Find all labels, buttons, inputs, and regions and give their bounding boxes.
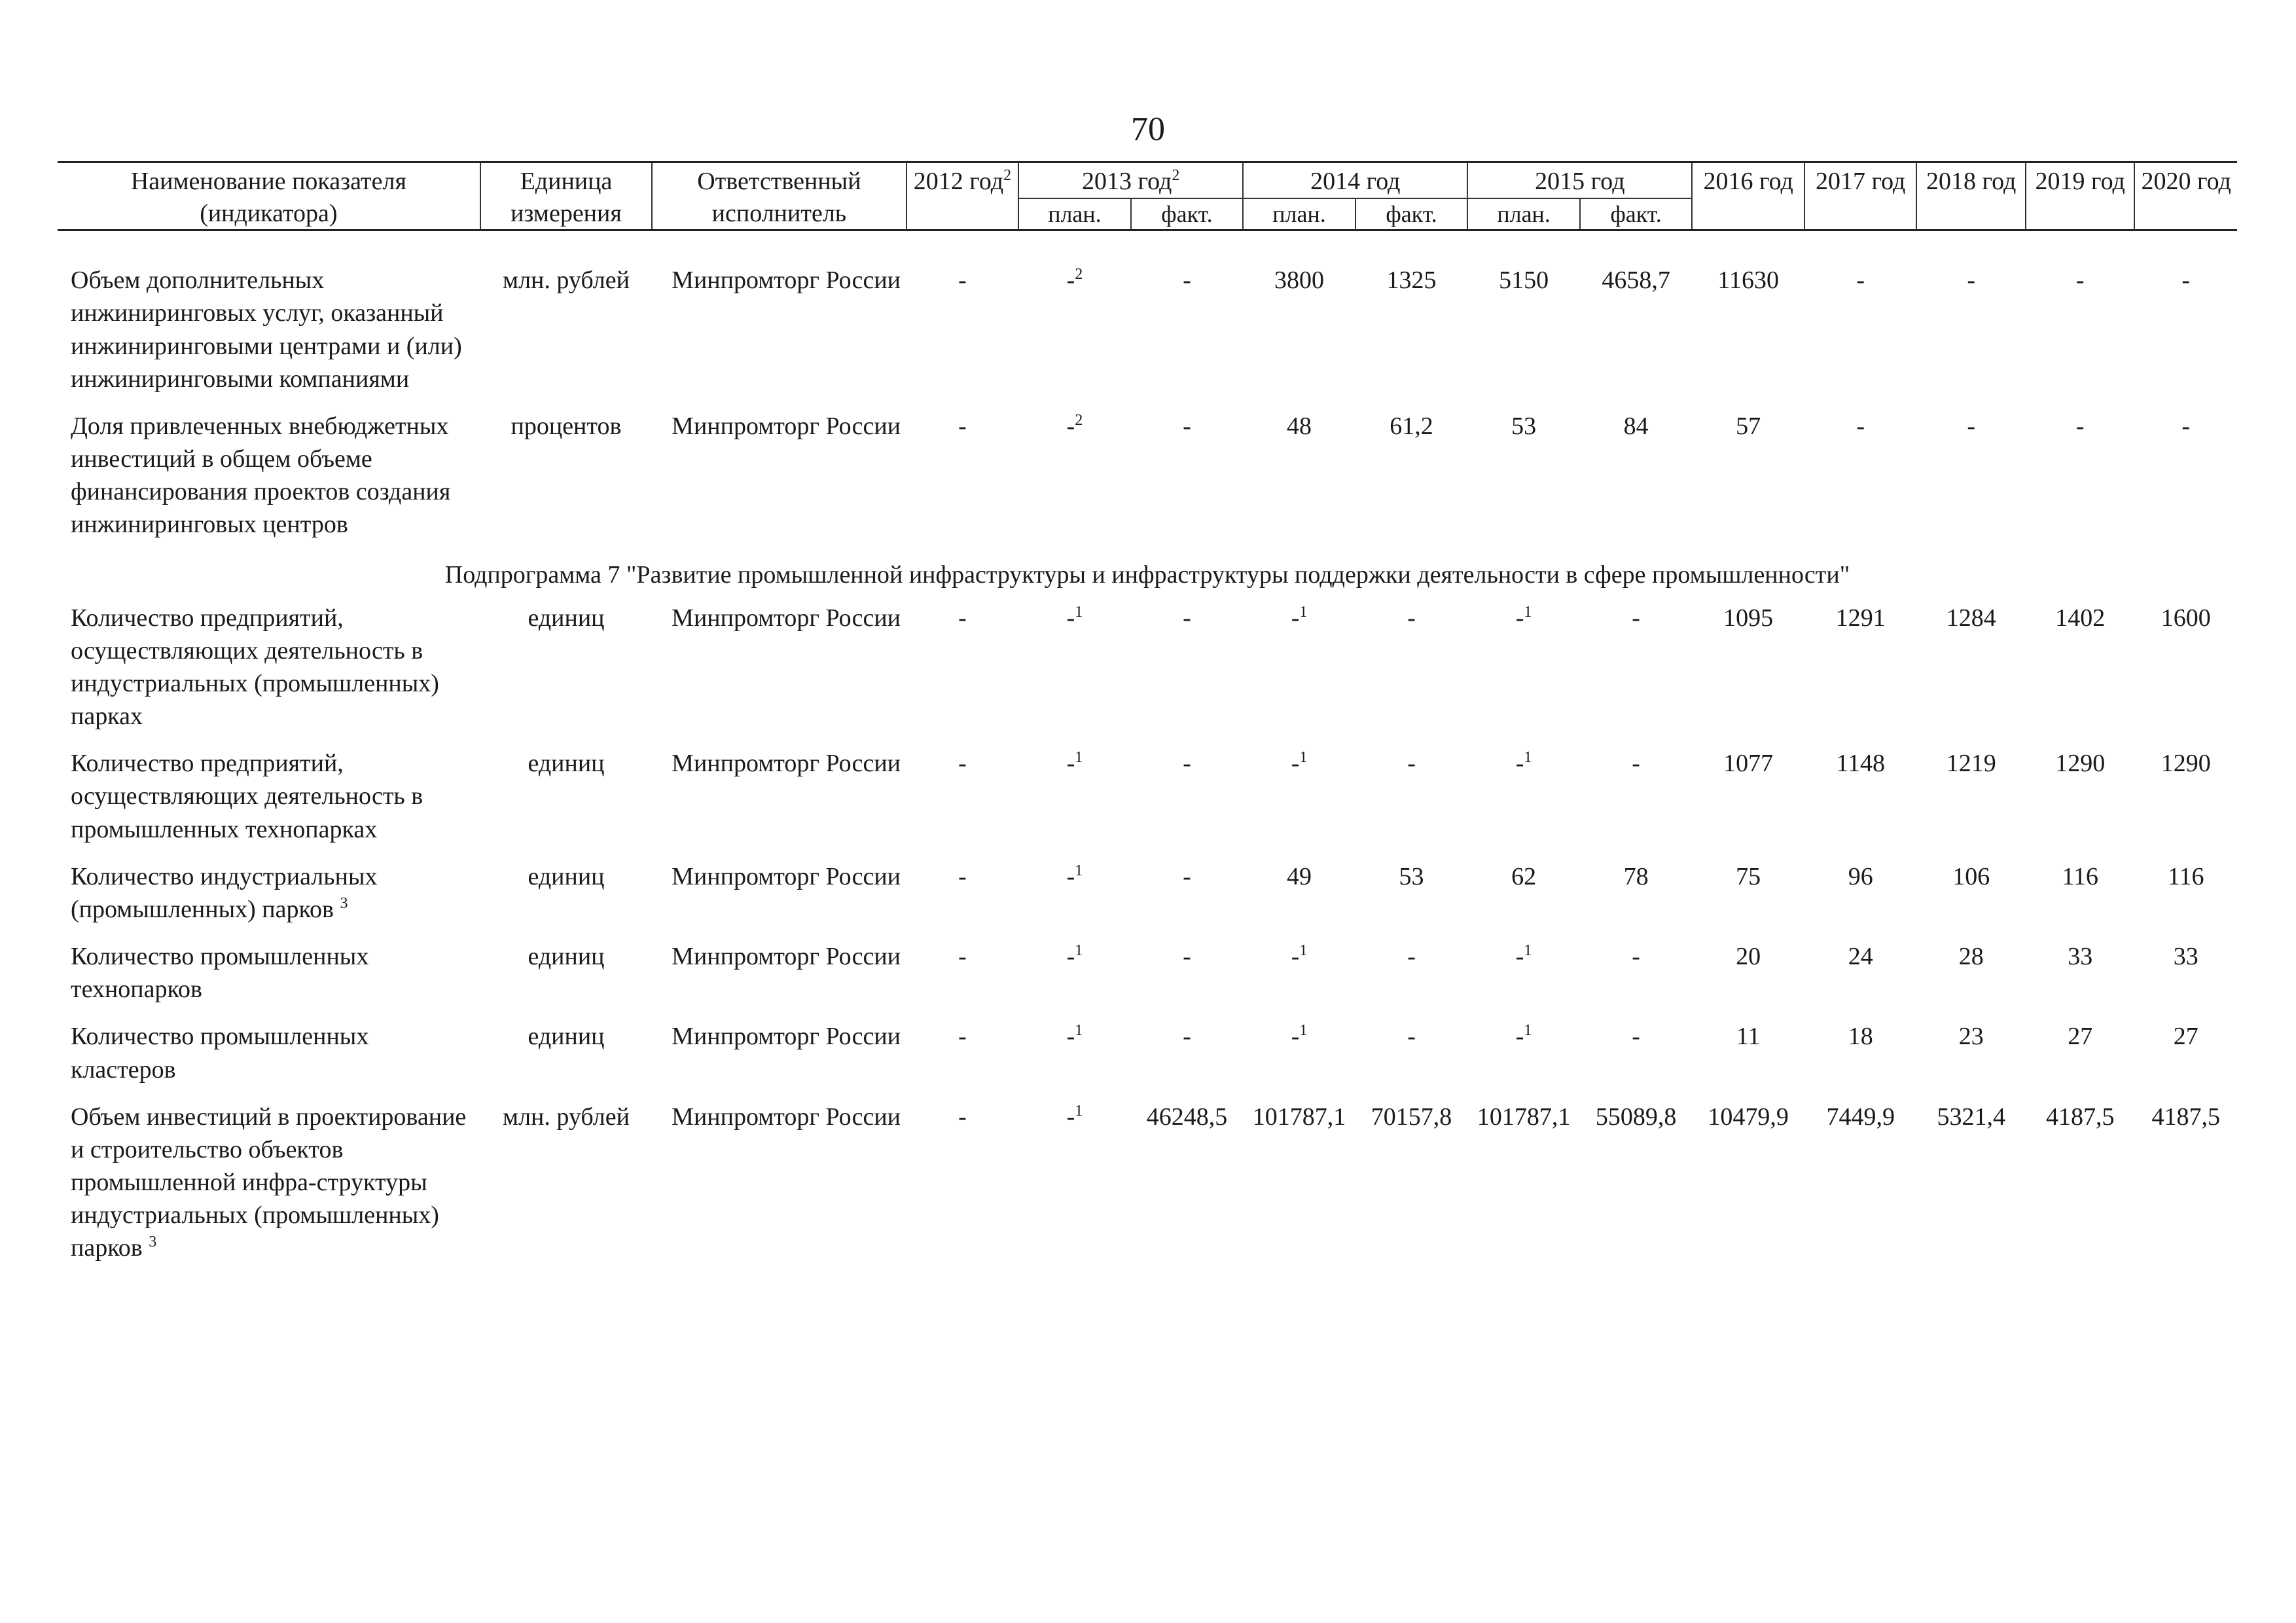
value-cell [1243, 856, 1355, 936]
header-2015-fact: факт. [1580, 198, 1693, 230]
value-cell [906, 598, 1019, 744]
value-cell [2026, 230, 2134, 406]
value-cell [1916, 1016, 2025, 1096]
indicator-table [58, 161, 2237, 1275]
value-text: 61,2 [1390, 412, 1433, 440]
value-cell [1580, 230, 1693, 406]
value-cell [1131, 936, 1244, 1016]
header-2015-plan: план. [1467, 198, 1580, 230]
value-cell [1916, 598, 2025, 744]
value-text: - [1066, 1103, 1075, 1131]
value-cell [2134, 936, 2237, 1016]
table-row [58, 406, 2237, 552]
indicator-name-text: Количество предприятий, осуществляющих деятельность в промышленных технопарках [71, 750, 423, 843]
value-text: 33 [2173, 943, 2198, 971]
value-text: 1290 [2055, 750, 2106, 778]
value-text: - [1407, 750, 1416, 778]
value-text: - [1183, 1023, 1191, 1051]
indicator-name-text: Объем дополнительных инжиниринговых услуг, оказанный инжиниринговыми центрами и (или) инжиниринговыми компаниями [71, 266, 462, 393]
value-cell [1355, 856, 1468, 936]
value-cell [1692, 856, 1804, 936]
value-text: 48 [1287, 412, 1312, 440]
value-cell [906, 936, 1019, 1016]
value-text: - [1183, 412, 1191, 440]
footnote-mark: 1 [1299, 1022, 1308, 1040]
value-text: 18 [1848, 1023, 1873, 1051]
unit-cell: процентов [511, 412, 622, 440]
footnote-mark: 1 [1075, 1102, 1083, 1120]
value-text: 1284 [1946, 604, 1996, 632]
value-text: 101787,1 [1252, 1103, 1346, 1131]
value-cell [1804, 406, 1917, 552]
unit-cell: млн. рублей [503, 1103, 630, 1131]
indicator-name [58, 936, 480, 1016]
value-text: - [1515, 604, 1524, 632]
header-2013 [1018, 162, 1243, 198]
value-text: 1148 [1836, 750, 1885, 778]
value-cell [1467, 598, 1580, 744]
value-text: 1219 [1946, 750, 1996, 778]
value-text: 11630 [1717, 266, 1779, 295]
value-text: - [1066, 750, 1075, 778]
value-text: - [1066, 943, 1075, 971]
executor-cell: Минпромторг России [672, 750, 901, 778]
value-cell [2026, 1097, 2134, 1275]
value-cell [1467, 230, 1580, 406]
value-cell [1131, 743, 1244, 856]
indicator-name [58, 1016, 480, 1096]
footnote-mark: 1 [1299, 942, 1308, 960]
footnote-mark: 3 [149, 1233, 157, 1251]
value-cell [1580, 1097, 1693, 1275]
value-cell [1243, 598, 1355, 744]
value-text: 116 [2062, 862, 2098, 890]
value-cell [1355, 1097, 1468, 1275]
header-2014: 2014 год [1243, 162, 1467, 198]
value-text: - [1632, 943, 1640, 971]
value-cell [1804, 598, 1917, 744]
value-text: - [958, 862, 967, 890]
value-cell [1804, 1016, 1917, 1096]
table-row [58, 230, 2237, 406]
value-cell [1692, 1097, 1804, 1275]
table-header [58, 162, 2237, 230]
unit-cell: единиц [528, 943, 605, 971]
value-text: 1325 [1386, 266, 1437, 295]
section-title: Подпрограмма 7 "Развитие промышленной инфраструктуры и инфраструктуры поддержки деятельности в сфере промышленности" [444, 560, 1850, 589]
value-text: 27 [2173, 1023, 2198, 1051]
value-cell [1804, 856, 1917, 936]
value-cell [1580, 598, 1693, 744]
value-cell [1355, 598, 1468, 744]
value-cell [2026, 1016, 2134, 1096]
value-cell [1131, 598, 1244, 744]
value-text: - [1183, 750, 1191, 778]
value-cell [906, 1016, 1019, 1096]
footnote-mark: 1 [1075, 942, 1083, 960]
value-cell [1355, 406, 1468, 552]
value-text: - [1066, 862, 1075, 890]
value-cell [1243, 743, 1355, 856]
value-text: 84 [1623, 412, 1649, 440]
header-2013-fact: факт. [1131, 198, 1244, 230]
value-cell [1692, 598, 1804, 744]
footnote-mark: 1 [1524, 749, 1532, 767]
value-text: 23 [1958, 1023, 1984, 1051]
value-text: 57 [1736, 412, 1761, 440]
value-cell [1916, 743, 2025, 856]
footnote-mark: 1 [1299, 603, 1308, 621]
value-text: - [1632, 604, 1640, 632]
value-text: 24 [1848, 943, 1873, 971]
value-text: - [958, 1023, 967, 1051]
value-text: 78 [1623, 862, 1649, 890]
indicator-name-text: Количество индустриальных (промышленных) парков [71, 862, 378, 923]
value-text: - [1183, 604, 1191, 632]
footnote-mark: 1 [1524, 603, 1532, 621]
value-cell [1355, 230, 1468, 406]
value-text: - [1407, 604, 1416, 632]
value-cell [1804, 1097, 1917, 1275]
value-cell [1243, 230, 1355, 406]
value-text: - [2181, 412, 2191, 440]
value-text: 1600 [2161, 604, 2211, 632]
value-text: 20 [1736, 943, 1761, 971]
value-text: 5150 [1499, 266, 1549, 295]
value-cell [1804, 743, 1917, 856]
table-row [58, 856, 2237, 936]
unit-cell: единиц [528, 862, 605, 890]
value-text: - [1632, 750, 1640, 778]
header-2020: 2020 год [2134, 162, 2237, 230]
section-row [58, 552, 2237, 598]
value-cell [2026, 856, 2134, 936]
value-text: - [958, 604, 967, 632]
footnote-mark: 2 [1075, 266, 1083, 283]
value-cell [1916, 1097, 2025, 1275]
header-2014-plan: план. [1243, 198, 1355, 230]
value-text: - [1407, 1023, 1416, 1051]
value-cell [1131, 1016, 1244, 1096]
footnote-mark: 1 [1075, 749, 1083, 767]
value-cell [1916, 936, 2025, 1016]
table-section [58, 552, 2237, 598]
value-text: 1402 [2055, 604, 2106, 632]
header-2012-label: 2012 год [913, 168, 1004, 195]
footnote-mark: 1 [1075, 603, 1083, 621]
value-cell [1467, 743, 1580, 856]
value-cell [1467, 936, 1580, 1016]
value-cell [1355, 1016, 1468, 1096]
value-cell [1692, 743, 1804, 856]
value-cell [2134, 230, 2237, 406]
value-text: 1095 [1723, 604, 1774, 632]
value-text: 55089,8 [1595, 1103, 1677, 1131]
value-cell [1916, 406, 2025, 552]
value-text: - [1183, 266, 1191, 295]
value-cell [1692, 406, 1804, 552]
value-text: 106 [1952, 862, 1990, 890]
value-text: - [1066, 412, 1075, 440]
header-2013-note: 2 [1172, 167, 1180, 184]
footnote-mark: 1 [1075, 862, 1083, 879]
value-text: 10479,9 [1708, 1103, 1789, 1131]
executor-cell: Минпромторг России [672, 943, 901, 971]
value-cell [2134, 598, 2237, 744]
value-text: 3800 [1274, 266, 1325, 295]
value-cell [1131, 856, 1244, 936]
value-text: - [1967, 412, 1976, 440]
value-text: - [1856, 412, 1865, 440]
value-text: - [2075, 266, 2085, 295]
value-text: 11 [1736, 1023, 1761, 1051]
value-text: - [1515, 943, 1524, 971]
indicator-name [58, 598, 480, 744]
header-executor: Ответственный исполнитель [652, 162, 906, 230]
table-body-infrastructure [58, 598, 2237, 1275]
value-cell [1018, 598, 1131, 744]
indicator-name [58, 1097, 480, 1275]
value-cell [1692, 230, 1804, 406]
value-text: - [958, 412, 967, 440]
value-text: 96 [1848, 862, 1873, 890]
indicator-name [58, 743, 480, 856]
value-text: 4187,5 [2151, 1103, 2220, 1131]
value-cell [2134, 1097, 2237, 1275]
value-text: - [1066, 604, 1075, 632]
footnote-mark: 2 [1075, 411, 1083, 429]
header-2018: 2018 год [1916, 162, 2025, 230]
footnote-mark: 1 [1075, 1022, 1083, 1040]
value-cell [1916, 856, 2025, 936]
value-cell [2134, 1016, 2237, 1096]
value-text: - [1066, 1023, 1075, 1051]
footnote-mark: 1 [1524, 942, 1532, 960]
value-text: 28 [1958, 943, 1984, 971]
value-cell [2134, 406, 2237, 552]
unit-cell: млн. рублей [503, 266, 630, 295]
value-text: - [1291, 750, 1300, 778]
value-cell [1131, 230, 1244, 406]
value-cell [1243, 936, 1355, 1016]
value-text: 62 [1511, 862, 1537, 890]
footnote-mark: 3 [340, 894, 348, 912]
table-row [58, 1097, 2237, 1275]
value-cell [1018, 1097, 1131, 1275]
value-cell [1467, 406, 1580, 552]
value-cell [1131, 406, 1244, 552]
value-cell [1804, 230, 1917, 406]
value-cell [906, 406, 1019, 552]
unit-cell: единиц [528, 604, 605, 632]
header-2013-plan: план. [1018, 198, 1131, 230]
header-name: Наименование показателя (индикатора) [58, 162, 480, 230]
value-cell [2026, 598, 2134, 744]
header-2013-label: 2013 год [1082, 168, 1172, 195]
executor-cell: Минпромторг России [672, 604, 901, 632]
value-cell [1355, 743, 1468, 856]
value-text: - [958, 750, 967, 778]
table-row [58, 598, 2237, 744]
value-cell [906, 230, 1019, 406]
indicator-name [58, 230, 480, 406]
value-text: - [2181, 266, 2191, 295]
footnote-mark: 1 [1524, 1022, 1532, 1040]
value-cell [1018, 743, 1131, 856]
indicator-name [58, 856, 480, 936]
table-body-engineering [58, 230, 2237, 552]
table-row [58, 936, 2237, 1016]
value-cell [1243, 1016, 1355, 1096]
value-cell [2026, 936, 2134, 1016]
unit-cell: единиц [528, 1023, 605, 1051]
value-text: - [1183, 943, 1191, 971]
value-text: - [1407, 943, 1416, 971]
value-cell [1467, 1016, 1580, 1096]
value-text: - [958, 1103, 967, 1131]
value-cell [2026, 743, 2134, 856]
value-text: - [1291, 943, 1300, 971]
header-2012-note: 2 [1003, 167, 1012, 184]
value-cell [1916, 230, 2025, 406]
table-row [58, 1016, 2237, 1096]
executor-cell: Минпромторг России [672, 862, 901, 890]
value-cell [906, 1097, 1019, 1275]
indicator-name-text: Количество промышленных кластеров [71, 1023, 369, 1084]
value-cell [1692, 1016, 1804, 1096]
value-cell [1580, 856, 1693, 936]
value-text: - [958, 943, 967, 971]
value-cell [1131, 1097, 1244, 1275]
value-text: - [1856, 266, 1865, 295]
value-cell [1692, 936, 1804, 1016]
value-text: 4658,7 [1602, 266, 1670, 295]
value-cell [1018, 856, 1131, 936]
value-cell [1580, 936, 1693, 1016]
value-text: 27 [2068, 1023, 2093, 1051]
value-cell [1580, 1016, 1693, 1096]
table-row [58, 743, 2237, 856]
value-text: 1291 [1835, 604, 1886, 632]
value-text: 116 [2167, 862, 2204, 890]
indicator-name-text: Объем инвестиций в проектирование и строительство объектов промышленной инфра-структуры индустриальных (промышленных) парков [71, 1103, 467, 1262]
header-2016: 2016 год [1692, 162, 1804, 230]
value-text: 53 [1399, 862, 1424, 890]
value-text: - [1066, 266, 1075, 295]
page-number: 70 [1131, 111, 1165, 148]
value-cell [1580, 743, 1693, 856]
value-text: 4187,5 [2045, 1103, 2115, 1131]
value-cell [1467, 1097, 1580, 1275]
value-text: 1290 [2161, 750, 2211, 778]
value-cell [1243, 1097, 1355, 1275]
value-text: 101787,1 [1477, 1103, 1571, 1131]
value-text: - [1291, 1023, 1300, 1051]
value-text: 46248,5 [1146, 1103, 1228, 1131]
value-text: - [1967, 266, 1976, 295]
unit-cell: единиц [528, 750, 605, 778]
value-text: - [958, 266, 967, 295]
value-cell [2026, 406, 2134, 552]
executor-cell: Минпромторг России [672, 1103, 901, 1131]
value-cell [1580, 406, 1693, 552]
header-2015: 2015 год [1467, 162, 1692, 198]
executor-cell: Минпромторг России [672, 412, 901, 440]
value-text: 53 [1511, 412, 1537, 440]
footnote-mark: 1 [1299, 749, 1308, 767]
header-2014-fact: факт. [1355, 198, 1468, 230]
header-2012 [906, 162, 1019, 230]
indicator-name-text: Количество предприятий, осуществляющих деятельность в индустриальных (промышленных) парках [71, 604, 439, 731]
value-cell [1018, 1016, 1131, 1096]
indicator-name-text: Количество промышленных технопарков [71, 943, 369, 1004]
value-cell [1355, 936, 1468, 1016]
value-text: - [2075, 412, 2085, 440]
executor-cell: Минпромторг России [672, 1023, 901, 1051]
value-text: 49 [1287, 862, 1312, 890]
value-cell [2134, 743, 2237, 856]
value-cell [1467, 856, 1580, 936]
value-text: - [1291, 604, 1300, 632]
value-text: 75 [1736, 862, 1761, 890]
value-text: 1077 [1723, 750, 1774, 778]
header-unit: Единица измерения [480, 162, 652, 230]
indicator-name [58, 406, 480, 552]
header-2019: 2019 год [2026, 162, 2134, 230]
header-2017: 2017 год [1804, 162, 1917, 230]
value-text: 7449,9 [1826, 1103, 1895, 1131]
value-text: 5321,4 [1937, 1103, 2005, 1131]
value-cell [2134, 856, 2237, 936]
value-cell [1018, 936, 1131, 1016]
value-text: - [1632, 1023, 1640, 1051]
value-text: - [1183, 862, 1191, 890]
value-text: 33 [2068, 943, 2093, 971]
value-cell [1018, 406, 1131, 552]
value-cell [906, 743, 1019, 856]
value-text: 70157,8 [1371, 1103, 1452, 1131]
executor-cell: Минпромторг России [672, 266, 901, 295]
value-cell [1243, 406, 1355, 552]
indicator-name-text: Доля привлеченных внебюджетных инвестиций в общем объеме финансирования проектов создания инжиниринговых центров [71, 412, 451, 539]
value-cell [1018, 230, 1131, 406]
value-cell [906, 856, 1019, 936]
value-text: - [1515, 750, 1524, 778]
value-text: - [1515, 1023, 1524, 1051]
value-cell [1804, 936, 1917, 1016]
